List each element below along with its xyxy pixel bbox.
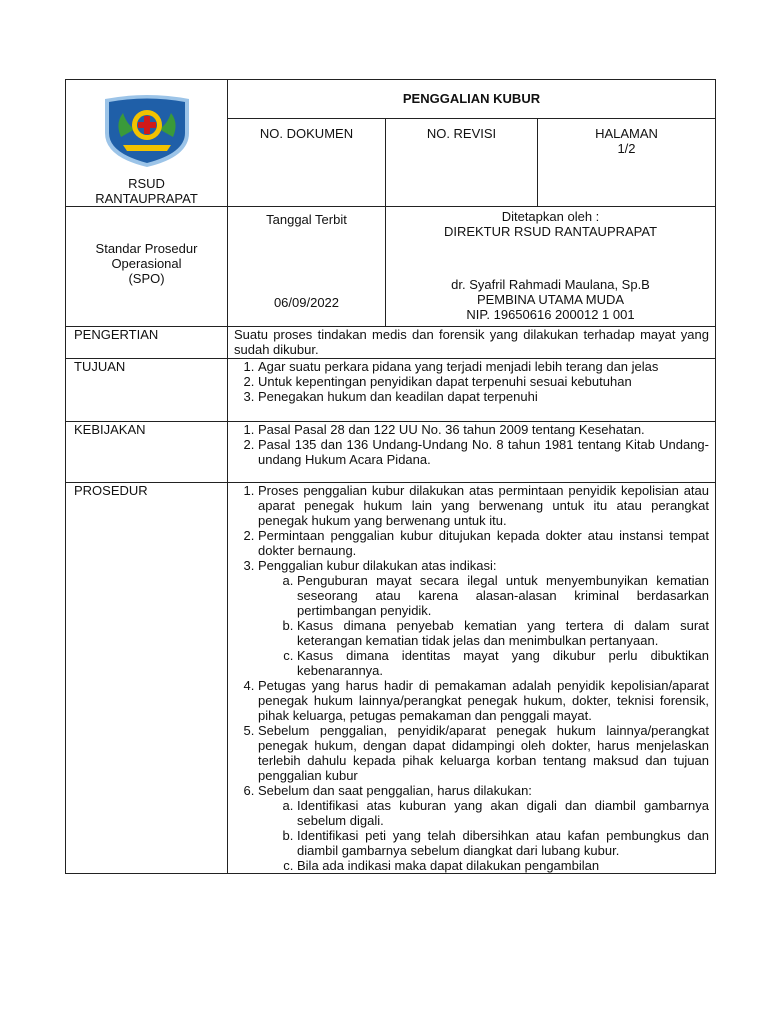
sub-list-item: c. Bila ada indikasi maka dapat dilakukan pengambilan xyxy=(297,858,709,873)
set-by-label: Ditetapkan oleh : xyxy=(501,209,600,224)
list-item: 1. Proses penggalian kubur dilakukan atas permintaan penyidik kepolisian atau aparat penegak hukum lain yang berwenang untuk itu atau perangkat penegak hukum yang berwenang untuk itu. xyxy=(258,483,709,528)
authorization-cell xyxy=(386,207,716,327)
list-item-text: Penggalian kubur dilakukan atas indikasi: xyxy=(258,558,497,573)
page-cell xyxy=(538,119,716,207)
section-label-prosedur: PROSEDUR xyxy=(66,483,228,874)
spo-label-cell: Standar Prosedur Operasional (SPO) xyxy=(66,207,228,327)
signatory-name: dr. Syafril Rahmadi Maulana, Sp.B xyxy=(451,277,650,292)
section-content-prosedur xyxy=(228,483,716,874)
signatory-nip: NIP. 19650616 200012 1 001 xyxy=(466,307,635,322)
list-item: 2. Untuk kepentingan penyidikan dapat terpenuhi sesuai kebutuhan xyxy=(258,374,709,389)
issue-date-cell xyxy=(228,207,386,327)
revision-cell: NO. REVISI xyxy=(386,119,538,207)
list-item: 4. Petugas yang harus hadir di pemakaman adalah penyidik kepolisian/aparat penegak hukum lainnya/perangkat penegak hukum, dokter, teknisi forensik, pihak keluarga, petugas pemakaman dan penggali mayat. xyxy=(258,678,709,723)
hospital-name: RSUD RANTAUPRAPAT xyxy=(95,176,198,206)
list-item: 3. Penegakan hukum dan keadilan dapat terpenuhi xyxy=(258,389,709,404)
section-content-pengertian: Suatu proses tindakan medis dan forensik yang dilakukan terhadap mayat yang sudah dikubur. xyxy=(228,327,716,359)
page-label: HALAMAN xyxy=(595,126,658,142)
doc-number-cell: NO. DOKUMEN xyxy=(228,119,386,207)
list-item: 2. Pasal 135 dan 136 Undang-Undang No. 8 tahun 1981 tentang Kitab Undang-undang Hukum Acara Pidana. xyxy=(258,437,709,467)
sub-list-item: a. Penguburan mayat secara ilegal untuk menyembunyikan kematian seseorang atau karena alasan-alasan kriminal berdasarkan pertimbangan penyidik. xyxy=(297,573,709,618)
section-label-pengertian: PENGERTIAN xyxy=(66,327,228,359)
list-item xyxy=(258,783,709,873)
document-title: PENGGALIAN KUBUR xyxy=(228,80,716,119)
issue-date-value: 06/09/2022 xyxy=(273,295,340,310)
list-item: 1. Agar suatu perkara pidana yang terjadi menjadi lebih terang dan jelas xyxy=(258,359,709,374)
sub-list-item: b. Identifikasi peti yang telah dibersihkan atau kafan pembungkus dan diambil gambarnya sebelum diangkat dari lubang kubur. xyxy=(297,828,709,858)
list-item: 2. Permintaan penggalian kubur ditujukan kepada dokter atau instansi tempat dokter bernaung. xyxy=(258,528,709,558)
logo-cell xyxy=(66,80,228,207)
sub-list-item: b. Kasus dimana penyebab kematian yang tertera di dalam surat keterangan kematian tidak jelas dan menimbulkan pertanyaan. xyxy=(297,618,709,648)
sub-list-item: c. Kasus dimana identitas mayat yang dikubur perlu dibuktikan kebenarannya. xyxy=(297,648,709,678)
section-label-tujuan: TUJUAN xyxy=(66,359,228,422)
spo-document xyxy=(65,79,715,933)
page-value: 1/2 xyxy=(617,141,636,157)
section-label-kebijakan: KEBIJAKAN xyxy=(66,422,228,483)
list-item: 5. Sebelum penggalian, penyidik/aparat penegak hukum lainnya/perangkat penegak hukum, dengan dapat didampingi oleh dokter, harus menjelaskan terlebih dahulu kepada pihak keluarga korban tentang maksud dan tujuan penggalian kubur xyxy=(258,723,709,783)
issue-date-label: Tanggal Terbit xyxy=(266,212,347,227)
list-item: 1. Pasal Pasal 28 dan 122 UU No. 36 tahun 2009 tentang Kesehatan. xyxy=(258,422,709,437)
list-item-text: Sebelum dan saat penggalian, harus dilakukan: xyxy=(258,783,532,798)
section-content-tujuan xyxy=(228,359,716,422)
list-item xyxy=(258,558,709,678)
spo-table xyxy=(65,79,716,874)
sub-list-item: a. Identifikasi atas kuburan yang akan digali dan diambil gambarnya sebelum digali. xyxy=(297,798,709,828)
hospital-emblem-icon xyxy=(101,93,193,168)
section-content-kebijakan xyxy=(228,422,716,483)
director-title: DIREKTUR RSUD RANTAUPRAPAT xyxy=(443,224,658,239)
signatory-rank: PEMBINA UTAMA MUDA xyxy=(476,292,625,307)
